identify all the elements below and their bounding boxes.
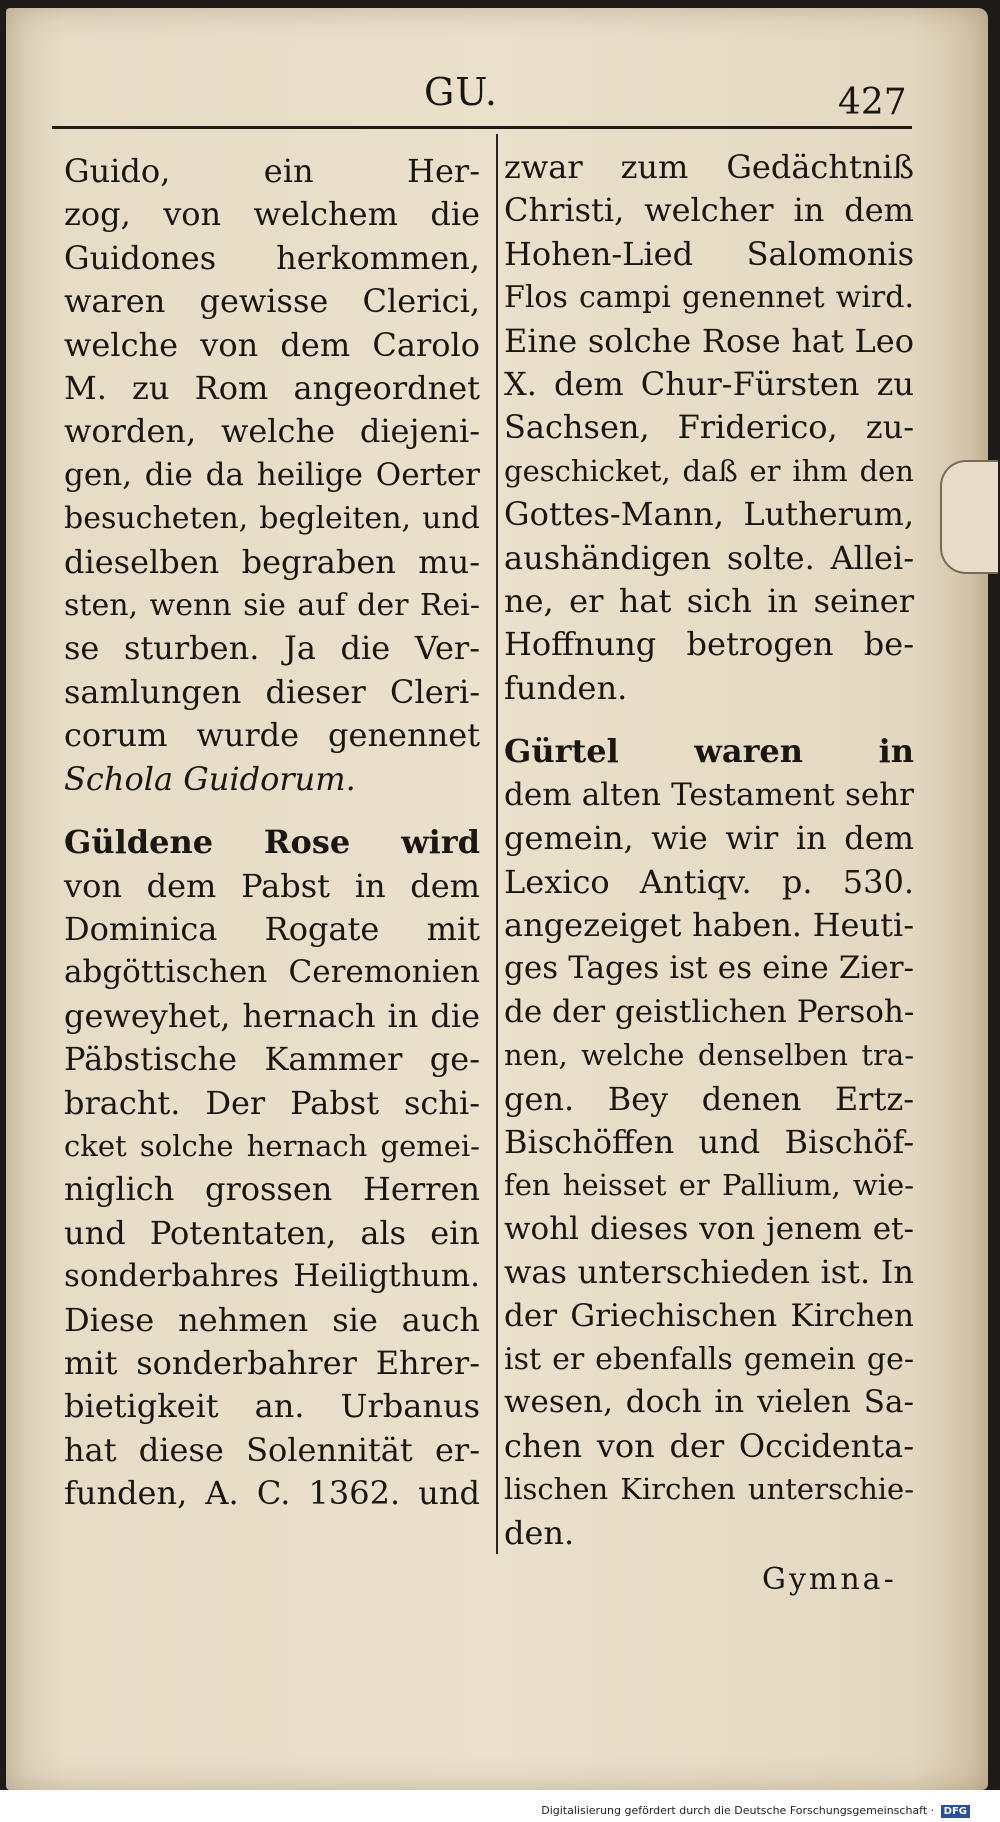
text-line: der Griechischen Kirchen	[504, 1297, 914, 1334]
text-line: dieselben begraben mu-	[64, 542, 480, 581]
page-tab-marker	[940, 460, 998, 574]
text-line: X. dem Chur-Fürsten zu	[504, 365, 914, 404]
catchword: Gymna-	[762, 1562, 897, 1597]
text-line: sonderbahres Heiligthum.	[64, 1258, 480, 1295]
text-line: Güldene Rose wird	[64, 823, 480, 862]
text-line: gen. Bey denen Ertz-	[504, 1079, 914, 1118]
text-line: nen, welche denselben tra-	[504, 1038, 914, 1073]
text-line: Lexico Antiqv. p. 530.	[504, 862, 914, 901]
text-line: Bischöffen und Bischöf-	[504, 1122, 914, 1161]
text-line: aushändigen solte. Allei-	[504, 538, 914, 577]
text-line: se sturben. Ja die Ver-	[64, 629, 480, 668]
text-line: Eine solche Rose hat Leo	[504, 321, 914, 360]
text-line: Hohen-Lied Salomonis	[504, 234, 914, 273]
text-line: geweyhet, hernach in die	[64, 996, 480, 1035]
text-line: fen heisset er Pallium, wie-	[504, 1168, 914, 1203]
column-divider	[496, 134, 498, 1554]
text-line: Guido, ein Her-	[64, 152, 480, 190]
dfg-logo: DFG	[941, 1805, 970, 1818]
text-line: bracht. Der Pabst schi-	[64, 1083, 480, 1122]
text-line: cket solche hernach gemei-	[64, 1128, 480, 1163]
text-line: mit sonderbahrer Ehrer-	[64, 1343, 480, 1382]
text-line: besucheten, begleiten, und	[64, 501, 480, 537]
text-line: geschicket, daß er ihm den	[504, 453, 914, 488]
text-line: wesen, doch in vielen Sa-	[504, 1384, 914, 1421]
entry-guido	[64, 150, 480, 801]
text-line: von dem Pabst in dem	[64, 866, 480, 905]
text-line: Dominica Rogate mit	[64, 909, 480, 948]
text-line: samlungen dieser Cleri-	[64, 672, 480, 711]
text-line: Päbstische Kammer ge-	[64, 1040, 480, 1079]
page-number: 427	[838, 82, 907, 123]
left-column	[64, 150, 480, 1516]
text-line: Christi, welcher in dem	[504, 191, 914, 230]
text-line: sten, wenn sie auf der Rei-	[64, 588, 480, 624]
text-line: funden, A. C. 1362. und	[64, 1474, 480, 1513]
right-column	[504, 146, 914, 1555]
text-line: lischen Kirchen unterschie-	[504, 1472, 914, 1507]
footer-credit	[541, 1804, 970, 1818]
text-line: Guidones herkommen,	[64, 238, 480, 277]
text-line: gen, die da heilige Oerter	[64, 456, 480, 493]
text-line: angezeiget haben. Heuti-	[504, 905, 914, 944]
text-line: gemein, wie wir in dem	[504, 819, 914, 858]
text-line: abgöttischen Ceremonien	[64, 954, 480, 991]
text-line: ne, er hat sich in seiner	[504, 582, 914, 621]
entry-rose-continued	[504, 146, 914, 710]
text-line: Hoffnung betrogen be-	[504, 625, 914, 664]
text-line: worden, welche diejeni-	[64, 412, 480, 451]
text-line: waren gewisse Clerici,	[64, 282, 480, 321]
running-header: GU.	[424, 70, 498, 114]
text-line: was unterschieden ist. In	[504, 1253, 914, 1292]
footer-credit-text: Digitalisierung gefördert durch die Deutsche Forschungsgemeinschaft ·	[541, 1804, 935, 1817]
text-line: wohl dieses von jenem et-	[504, 1210, 914, 1247]
entry-guertel	[504, 730, 914, 1555]
text-line: ist er ebenfalls gemein ge-	[504, 1341, 914, 1377]
text-line: zwar zum Gedächtniß	[504, 148, 914, 186]
text-line: M. zu Rom angeordnet	[64, 369, 480, 408]
text-line: niglich grossen Herren	[64, 1170, 480, 1209]
text-line: welche von dem Carolo	[64, 325, 480, 364]
text-line: hat diese Solennität er-	[64, 1430, 480, 1469]
text-line: Schola Guidorum.	[64, 759, 356, 798]
text-line: ges Tages ist es eine Zier-	[504, 950, 914, 987]
text-line: dem alten Testament sehr	[504, 776, 914, 813]
text-line: Flos campi genennet wird.	[504, 280, 914, 316]
text-line: Sachsen, Friderico, zu-	[504, 408, 914, 447]
text-line: Gottes-Mann, Lutherum,	[504, 495, 914, 534]
text-line: funden.	[504, 668, 628, 707]
text-line: chen von der Occidenta-	[504, 1426, 914, 1465]
header-rule	[52, 126, 912, 129]
text-line: bietigkeit an. Urbanus	[64, 1387, 480, 1426]
text-line: de der geistlichen Persoh-	[504, 993, 915, 1030]
text-line: Gürtel waren in	[504, 732, 914, 771]
text-line: und Potentaten, als ein	[64, 1213, 480, 1252]
entry-gueldene-rose	[64, 821, 480, 1516]
text-line: zog, von welchem die	[64, 195, 480, 234]
text-line: Diese nehmen sie auch	[64, 1300, 480, 1339]
text-line: den.	[504, 1513, 575, 1552]
text-line: corum wurde genennet	[64, 716, 480, 755]
